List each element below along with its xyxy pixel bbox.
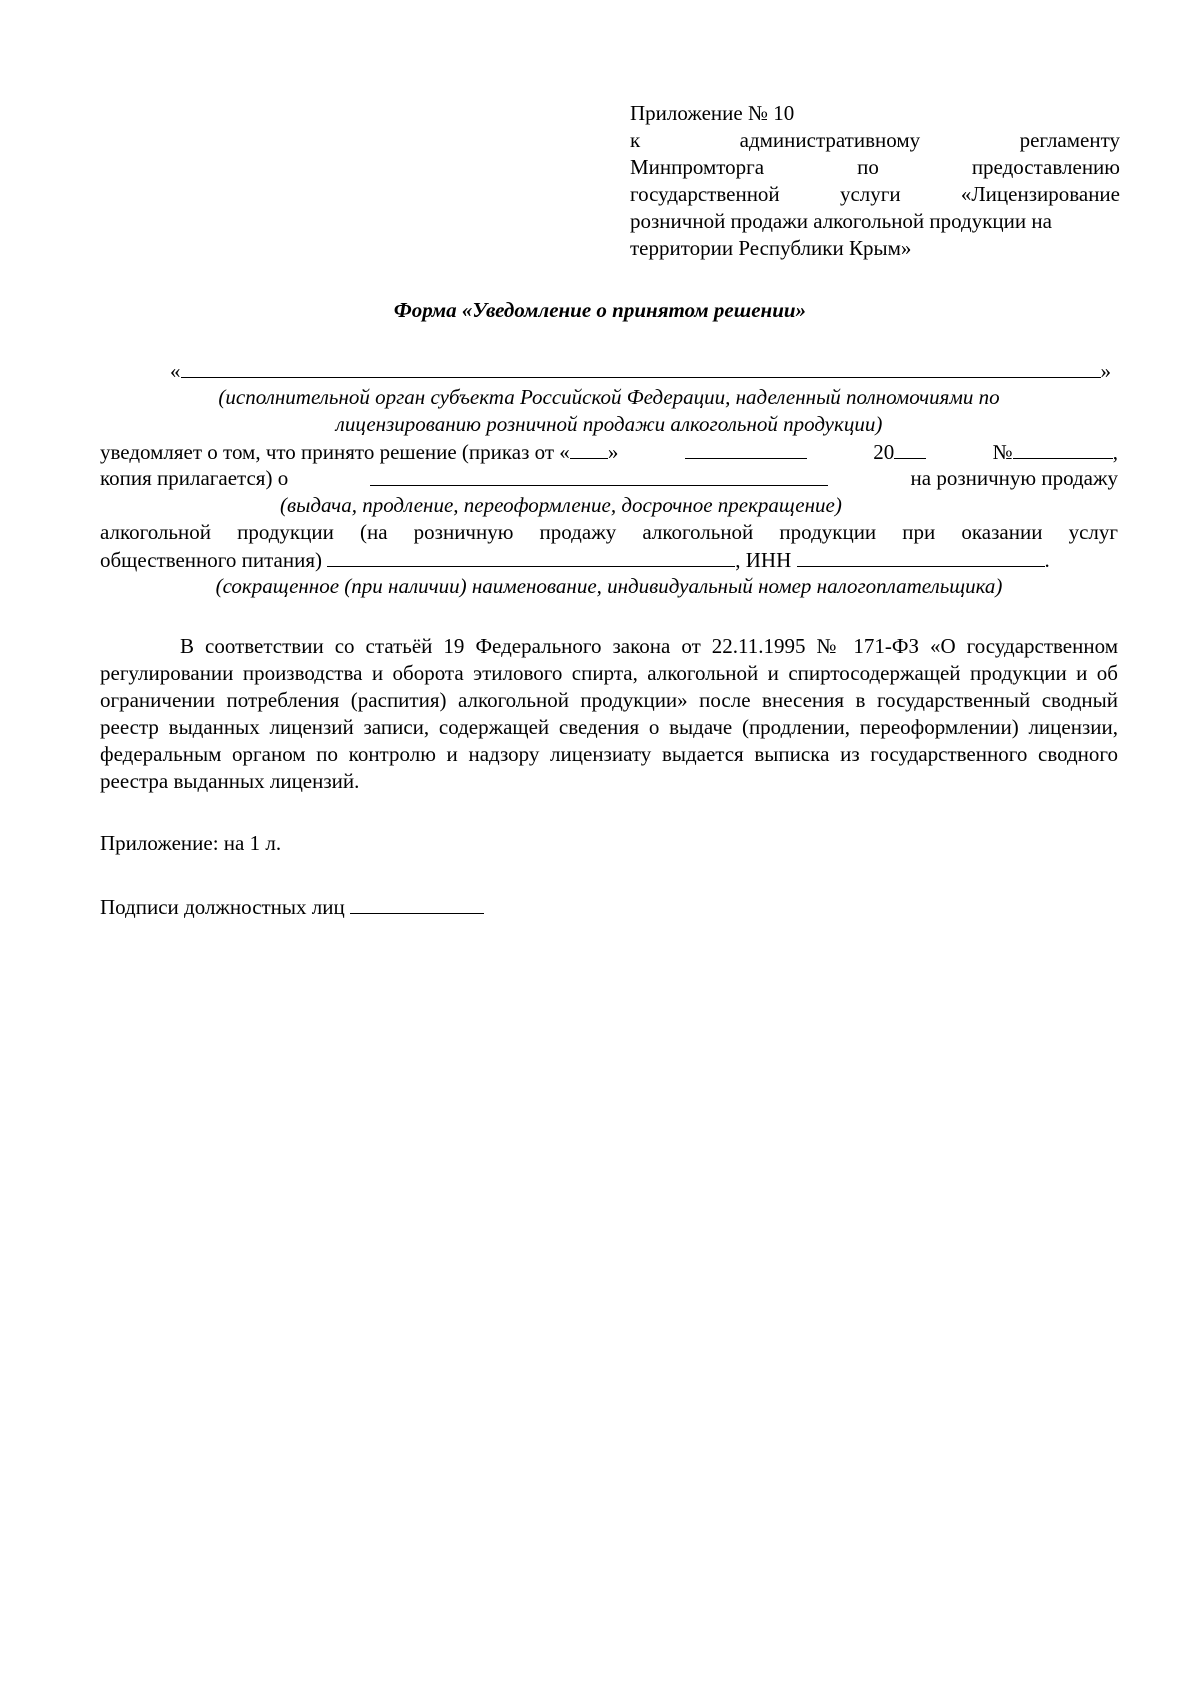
signature-field[interactable]	[350, 893, 484, 914]
decision-type-field[interactable]	[370, 465, 828, 486]
notice-text-1: уведомляет о том, что принято решение (приказ от «	[100, 440, 570, 464]
annex-title: Приложение № 10	[630, 101, 795, 125]
catering-text: общественного питания)	[100, 548, 322, 572]
comma: ,	[1112, 440, 1118, 464]
open-quote: «	[170, 359, 181, 383]
body-paragraph	[100, 633, 1118, 795]
authority-field[interactable]	[181, 357, 1101, 378]
inn-label: , ИНН	[735, 548, 792, 572]
inn-field[interactable]	[797, 546, 1045, 567]
notice-quote-close: »	[607, 440, 619, 464]
signatures-label: Подписи должностных лиц	[100, 895, 345, 919]
company-name-field[interactable]	[327, 546, 735, 567]
annex-line-1: к административному регламенту	[630, 128, 1120, 152]
order-day-field[interactable]	[570, 438, 608, 459]
close-quote: »	[1100, 359, 1111, 383]
decision-caption: (выдача, продление, переоформление, досрочное прекращение)	[280, 493, 842, 517]
authority-caption-2: лицензированию розничной продажи алкогольной продукции)	[335, 412, 883, 436]
annex-line-5: территории Республики Крым»	[630, 236, 912, 260]
notice-line-2	[100, 465, 1118, 492]
order-month-field[interactable]	[685, 438, 807, 459]
authority-caption-1: (исполнительной орган субъекта Российской Федерации, наделенный полномочиями по	[218, 385, 1000, 409]
order-number-field[interactable]	[1013, 438, 1113, 459]
copy-attached-text: копия прилагается) о	[100, 466, 289, 490]
signatures-line	[100, 893, 1118, 921]
order-year-field[interactable]	[894, 438, 926, 459]
period: .	[1044, 548, 1050, 572]
name-caption: (сокращенное (при наличии) наименование, индивидуальный номер налогоплательщика)	[215, 574, 1003, 598]
notice-line-1	[100, 438, 1118, 466]
body-text: В соответствии со статьёй 19 Федерального закона от 22.11.1995 № 171-ФЗ «О государственном регулировании производства и оборота этилового спирта, алкогольной и спиртосодержащей продукции и об ограничении потребления (распития) алкогольной продукции» после внесения в государственный сводный реестр выданных лицензий записи, содержащей сведения о выдаче (продлении, переоформлении) лицензии, федеральным органом по контролю и надзору лицензиату выдается выписка из государственного сводного реестра выданных лицензий.	[100, 634, 1118, 793]
retail-sale-text: на розничную продажу	[910, 466, 1118, 490]
notice-line-3: алкогольной продукции (на розничную продажу алкогольной продукции при оказании услуг	[100, 520, 1118, 544]
year-prefix: 20	[873, 440, 895, 464]
notice-line-4	[100, 546, 1118, 574]
annex-line-2: Минпромторга по предоставлению	[630, 155, 1120, 179]
form-title: Форма «Уведомление о принятом решении»	[393, 298, 807, 322]
annex-block	[630, 100, 1120, 262]
annex-line-4: розничной продажи алкогольной продукции на	[630, 209, 1052, 233]
annex-line-3: государственной услуги «Лицензирование	[630, 182, 1120, 206]
authority-blank-line[interactable]	[170, 357, 1118, 385]
attachment-text: Приложение: на 1 л.	[100, 831, 282, 855]
number-sign: №	[992, 440, 1013, 464]
